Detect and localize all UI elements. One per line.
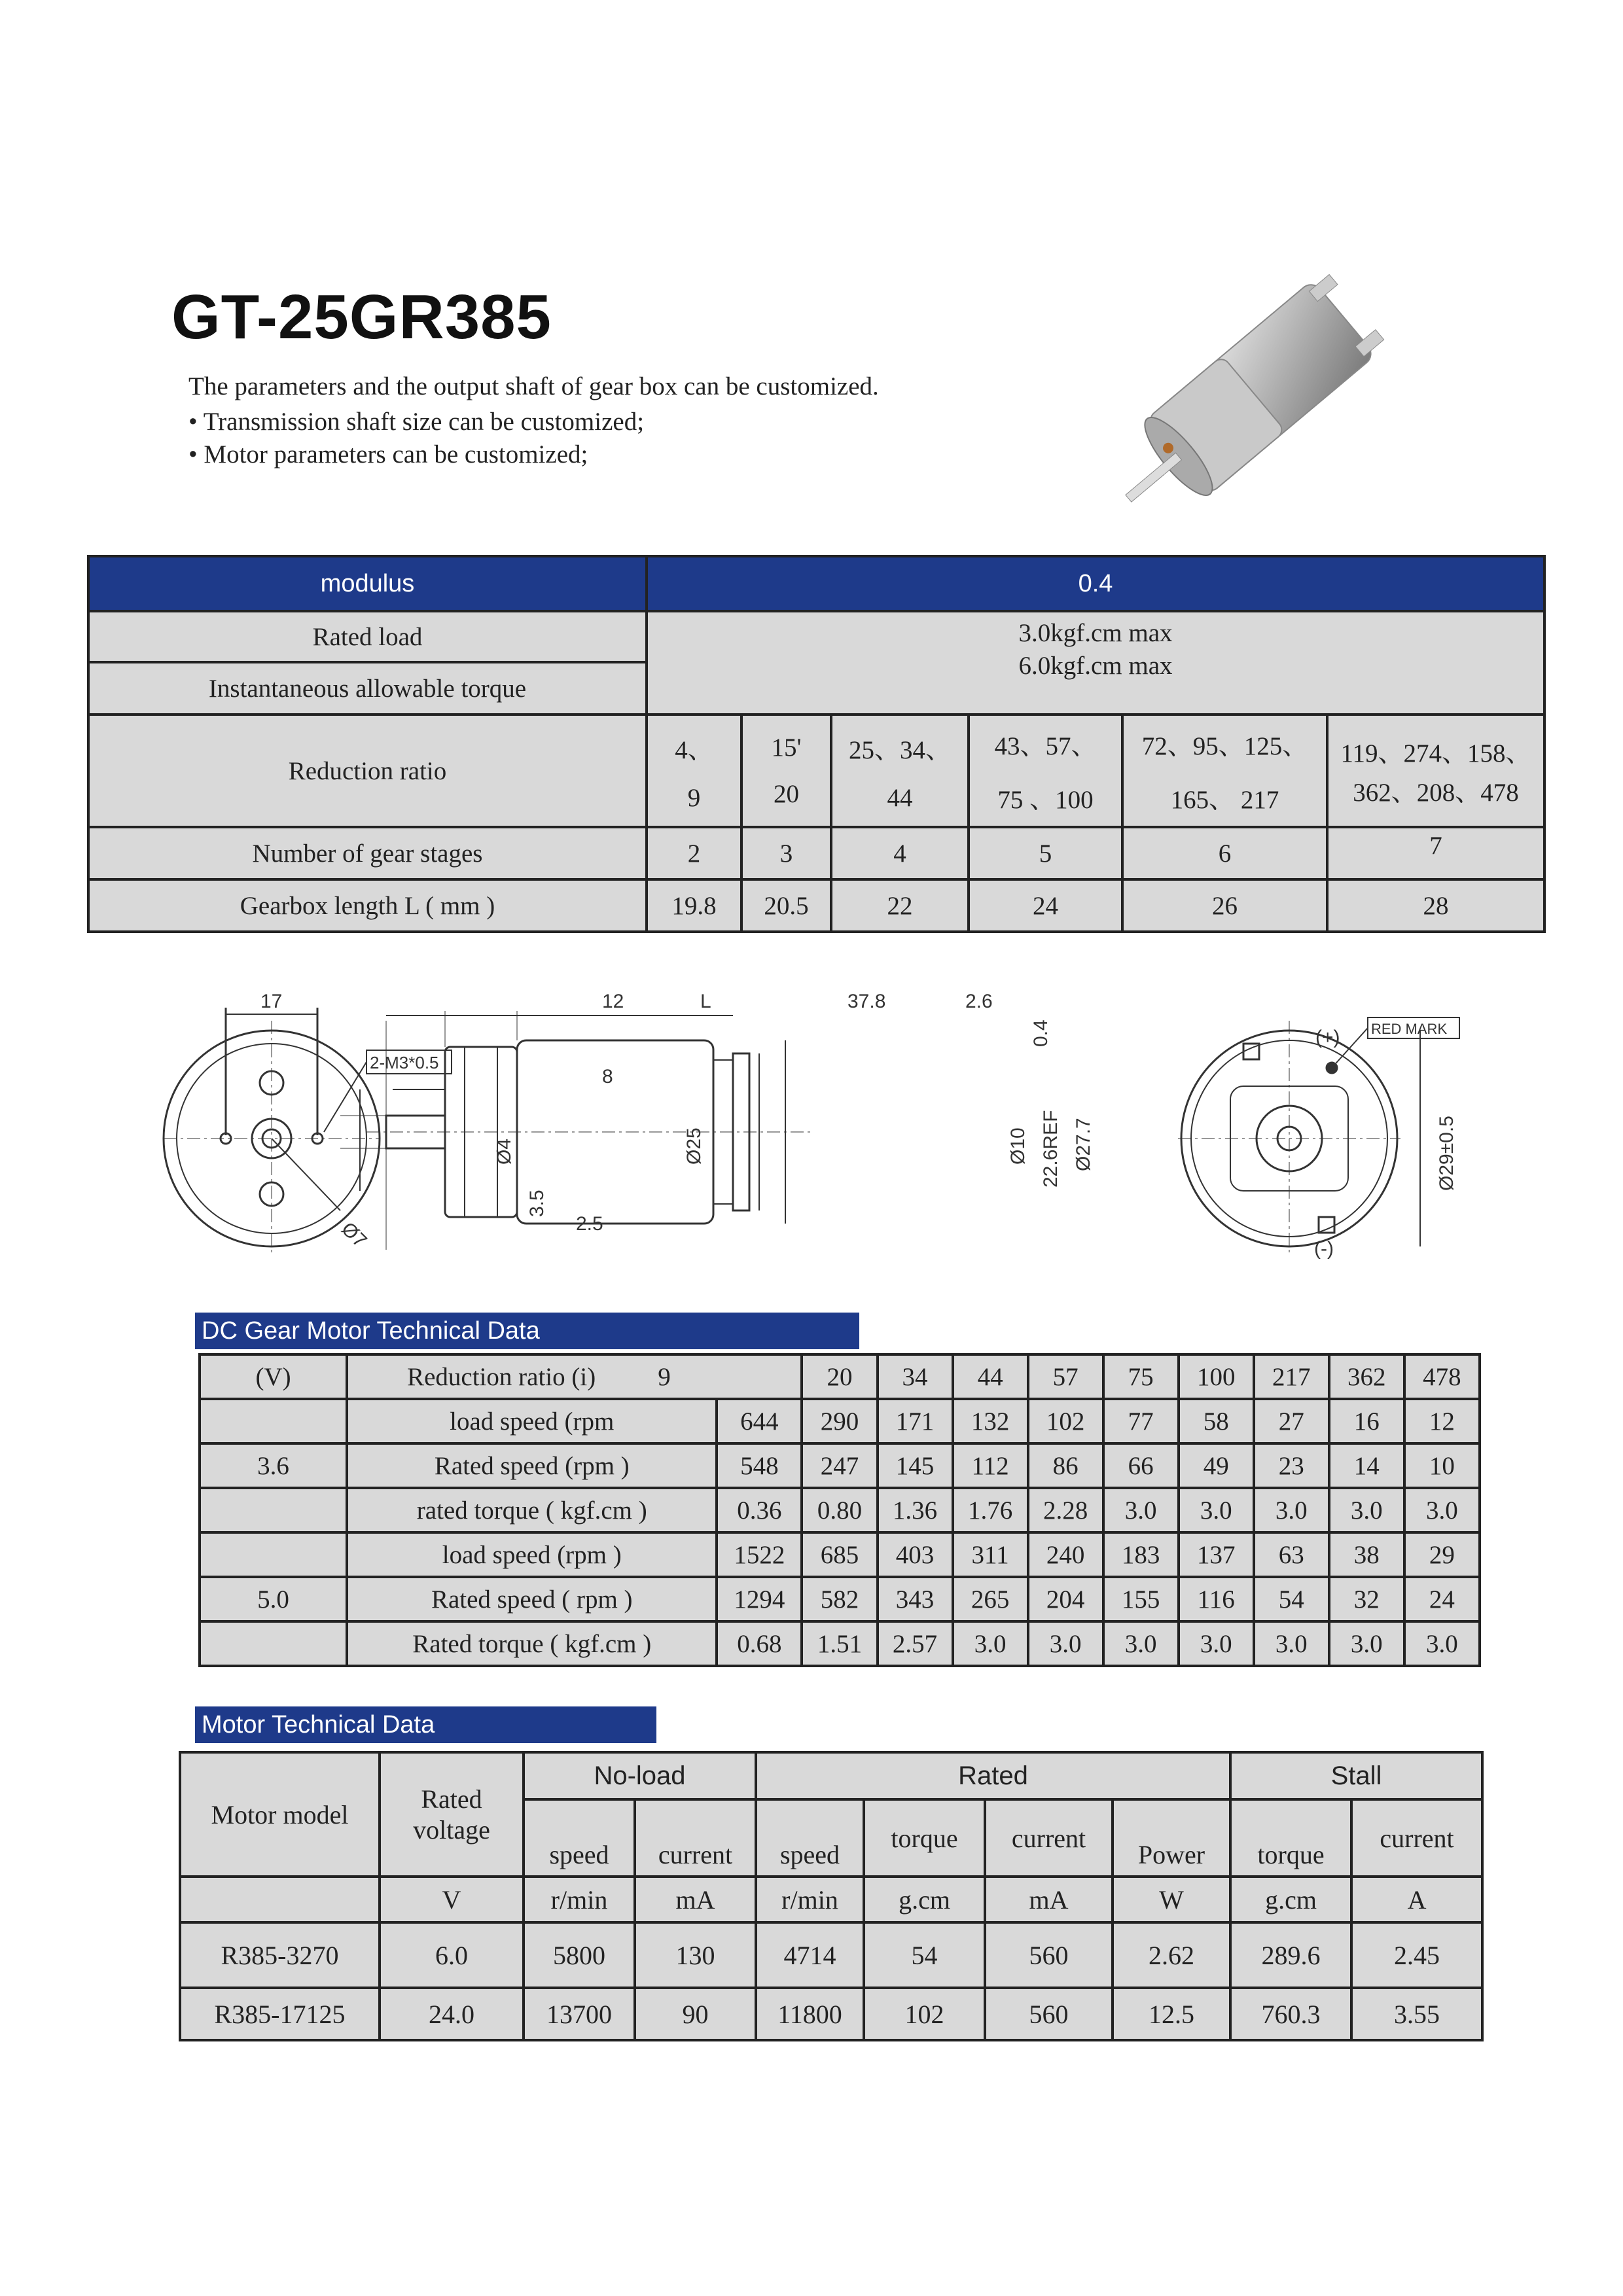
dim-8: 8 <box>602 1066 613 1087</box>
allowable-torque-value: 6.0kgf.cm max <box>1018 652 1173 680</box>
ratio-header: 217 <box>1254 1354 1329 1399</box>
back-view-drawing <box>1178 1017 1459 1256</box>
reduction-ratio-header: Reduction ratio (i) 9 <box>347 1354 802 1399</box>
dim-3-5: 3.5 <box>526 1190 548 1217</box>
no-load-header: No-load <box>524 1752 756 1799</box>
unit-cell: A <box>1351 1877 1482 1922</box>
voltage-header: (V) <box>200 1354 347 1399</box>
dim-phi4: Ø4 <box>493 1138 515 1165</box>
stage-count: 3 <box>741 827 831 879</box>
modulus-label: modulus <box>88 556 647 611</box>
product-title: GT-25GR385 <box>171 282 552 352</box>
dim-12: 12 <box>602 991 624 1012</box>
ratio-cell: 4、 9 <box>647 715 741 827</box>
allowable-torque-label: Instantaneous allowable torque <box>88 662 647 715</box>
positive-terminal: (+) <box>1315 1027 1340 1048</box>
sub-header: Power <box>1113 1799 1230 1877</box>
motor-product-photo <box>1113 242 1420 523</box>
ratio-header: 478 <box>1404 1354 1480 1399</box>
row-label: Rated torque ( kgf.cm ) <box>347 1621 717 1666</box>
dim-2-5: 2.5 <box>576 1213 603 1235</box>
unit-cell: g.cm <box>864 1877 985 1922</box>
dim-22-6-ref: 22.6REF <box>1040 1110 1061 1188</box>
dim-phi27-7: Ø27.7 <box>1073 1118 1094 1171</box>
rated-load-label: Rated load <box>88 611 647 662</box>
negative-terminal: (-) <box>1314 1238 1334 1260</box>
motor-data-table <box>179 1751 1484 2041</box>
ratio-header: 75 <box>1103 1354 1179 1399</box>
ratio-header: 20 <box>802 1354 877 1399</box>
table-row: load speed (rpm ) 1522 685 403 311 240 183 137 63 38 29 <box>200 1532 1480 1577</box>
gearbox-length: 22 <box>831 879 969 932</box>
table-row: R385-17125 24.0 13700 90 11800 102 560 12.5 760.3 3.55 <box>180 1988 1482 2040</box>
gearbox-length: 24 <box>969 879 1122 932</box>
sub-header: current <box>1351 1799 1482 1877</box>
motor-model-header: Motor model <box>180 1752 380 1877</box>
dim-phi7: Ø7 <box>337 1218 371 1252</box>
ratio-cell: 43、57、 75 、100 <box>969 715 1122 827</box>
dim-m3-threads: 2-M3*0.5 <box>370 1053 439 1072</box>
motor-customization-bullet: • Motor parameters can be customized; <box>188 440 588 468</box>
gear-stages-label: Number of gear stages <box>88 827 647 879</box>
table-row: load speed (rpm 644 290 171 132 102 77 58 27 16 12 <box>200 1399 1480 1443</box>
unit-cell: r/min <box>756 1877 864 1922</box>
ratio-header: 44 <box>953 1354 1028 1399</box>
gearbox-length: 19.8 <box>647 879 741 932</box>
motor-data-section-title: Motor Technical Data <box>195 1706 656 1743</box>
gearbox-spec-table <box>87 555 1546 933</box>
table-row: 5.0 Rated speed ( rpm ) 1294 582 343 265 204 155 116 54 32 24 <box>200 1577 1480 1621</box>
gearbox-length: 28 <box>1327 879 1544 932</box>
rated-header: Rated <box>756 1752 1230 1799</box>
row-label: Rated speed ( rpm ) <box>347 1577 717 1621</box>
dim-phi29: Ø29±0.5 <box>1436 1116 1457 1191</box>
stall-header: Stall <box>1230 1752 1482 1799</box>
ratio-cell: 25、34、 44 <box>831 715 969 827</box>
dim-37-8: 37.8 <box>847 991 886 1012</box>
table-row: Rated torque ( kgf.cm ) 0.68 1.51 2.57 3.0 3.0 3.0 3.0 3.0 3.0 3.0 <box>200 1621 1480 1666</box>
unit-cell: W <box>1113 1877 1230 1922</box>
dim-phi10: Ø10 <box>1007 1127 1029 1165</box>
unit-cell: V <box>380 1877 524 1922</box>
gear-data-section-title: DC Gear Motor Technical Data <box>195 1313 859 1349</box>
stage-count: 6 <box>1122 827 1327 879</box>
reduction-ratio-label: Reduction ratio <box>88 715 647 827</box>
gearbox-length: 20.5 <box>741 879 831 932</box>
row-label: load speed (rpm ) <box>347 1532 717 1577</box>
row-label: rated torque ( kgf.cm ) <box>347 1488 717 1532</box>
sub-header: speed <box>524 1799 635 1877</box>
sub-header: current <box>635 1799 756 1877</box>
ratio-header: 34 <box>878 1354 953 1399</box>
gearbox-length: 26 <box>1122 879 1327 932</box>
unit-cell: mA <box>635 1877 756 1922</box>
ratio-cell: 119、274、158、 362、208、478 <box>1327 715 1544 827</box>
dim-2-6: 2.6 <box>965 991 993 1012</box>
sub-header: torque <box>1230 1799 1351 1877</box>
row-label: Rated speed (rpm ) <box>347 1443 717 1488</box>
table-row: R385-3270 6.0 5800 130 4714 54 560 2.62 289.6 2.45 <box>180 1922 1482 1988</box>
row-label: load speed (rpm <box>347 1399 717 1443</box>
ratio-header: 100 <box>1179 1354 1254 1399</box>
red-mark-label: RED MARK <box>1371 1021 1448 1037</box>
voltage-value: 3.6 <box>200 1443 347 1488</box>
gearbox-length-label: Gearbox length L ( mm ) <box>88 879 647 932</box>
table-row: rated torque ( kgf.cm ) 0.36 0.80 1.36 1.76 2.28 3.0 3.0 3.0 3.0 3.0 <box>200 1488 1480 1532</box>
dim-0-4: 0.4 <box>1030 1019 1052 1047</box>
voltage-value: 5.0 <box>200 1577 347 1621</box>
ratio-cell: 15' 20 <box>741 715 831 827</box>
stage-count: 7 <box>1327 827 1544 879</box>
modulus-value: 0.4 <box>647 556 1544 611</box>
sub-header: current <box>985 1799 1113 1877</box>
unit-cell: mA <box>985 1877 1113 1922</box>
ratio-header: 57 <box>1028 1354 1103 1399</box>
dim-17: 17 <box>260 991 283 1012</box>
gear-motor-data-table <box>198 1353 1481 1667</box>
dim-L: L <box>700 991 711 1012</box>
sub-header: speed <box>756 1799 864 1877</box>
shaft-customization-bullet: • Transmission shaft size can be customized; <box>188 408 645 436</box>
customization-note: The parameters and the output shaft of gear box can be customized. <box>188 372 879 400</box>
unit-cell: g.cm <box>1230 1877 1351 1922</box>
dim-phi25: Ø25 <box>683 1127 705 1165</box>
unit-cell: r/min <box>524 1877 635 1922</box>
sub-header: torque <box>864 1799 985 1877</box>
stage-count: 4 <box>831 827 969 879</box>
ratio-header: 362 <box>1329 1354 1404 1399</box>
stage-count: 5 <box>969 827 1122 879</box>
stage-count: 2 <box>647 827 741 879</box>
rated-voltage-header: Rated voltage <box>380 1752 524 1877</box>
table-row: 3.6 Rated speed (rpm ) 548 247 145 112 86 66 49 23 14 10 <box>200 1443 1480 1488</box>
rated-load-value: 3.0kgf.cm max <box>1018 619 1173 647</box>
dimension-drawings <box>144 942 1505 1282</box>
ratio-cell: 72、95、125、 165、 217 <box>1122 715 1327 827</box>
